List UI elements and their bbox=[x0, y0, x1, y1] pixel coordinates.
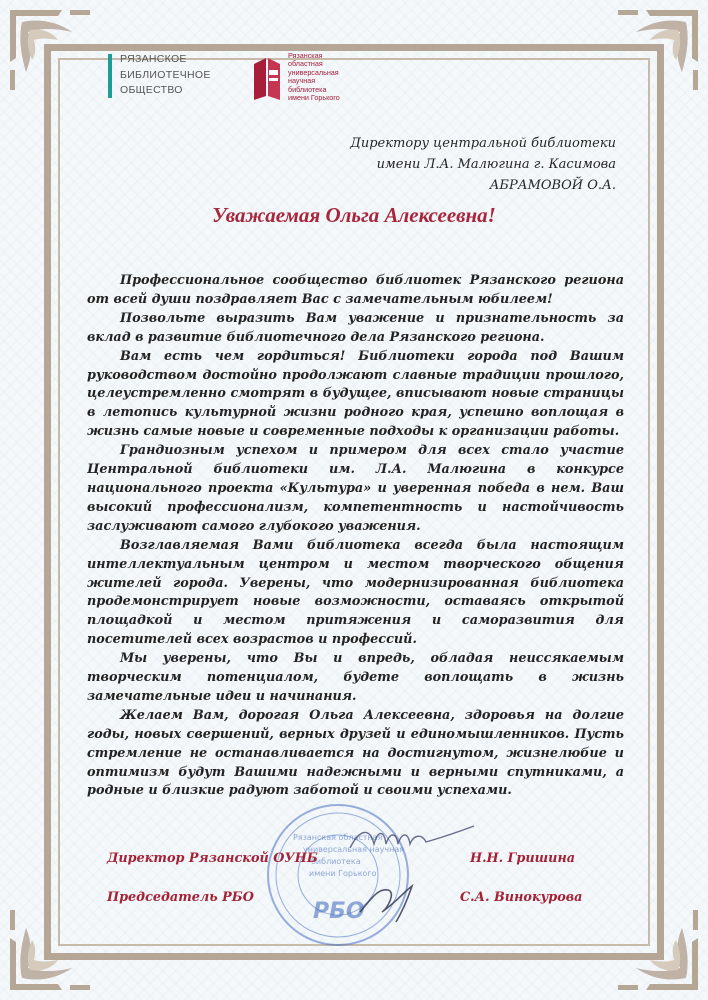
library-logo-book-icon bbox=[252, 56, 282, 100]
rbo-logo-line: ОБЩЕСТВО bbox=[120, 84, 183, 96]
library-logo-line: универсальная bbox=[288, 67, 339, 77]
body-paragraph: Грандиозным успехом и примером для всех стало участие Центральной библиотеки им. Л.А. Малюгина в конкурсе национального проекта «Культура» и уверенная победа в нем. Ваш высокий профессионализм, компетентность и настойчивость заслуживают самого глубокого уважения. bbox=[87, 443, 624, 534]
body-paragraph: Позвольте выразить Вам уважение и признательность за вклад в развитие библиотечного дела Рязанского региона. bbox=[87, 310, 624, 345]
rbo-logo-bar bbox=[108, 54, 112, 98]
body-paragraph: Желаем Вам, дорогая Ольга Алексеевна, здоровья на долгие годы, новых свершений, верных друзей и единомышленников. Пусть стремление не останавливается на достигнутом, жизнелюбие и оптимизм будут Вашими надежными и верными спутниками, а родные и близкие радуют заботой и своими успехами. bbox=[87, 707, 624, 799]
stamp-text-line: универсальная научная bbox=[303, 845, 405, 854]
library-logo-line: библиотека bbox=[288, 84, 327, 94]
salutation-heading: Уважаемая Ольга Алексеевна! bbox=[212, 203, 496, 227]
stamp-center-text: РБО bbox=[313, 899, 365, 924]
signatory-2-title: Председатель РБО bbox=[107, 890, 254, 905]
library-logo-line: областная bbox=[288, 59, 323, 69]
corner-ornament-bottom-right bbox=[612, 904, 708, 1000]
rbo-logo-text bbox=[120, 52, 211, 99]
body-paragraph: Возглавляемая Вами библиотека всегда была настоящим интеллектуальным центром и местом творческого общения жителей города. Уверены, что модернизированная библиотека продемонстрирует новые возможности, оставаясь открытой площадкой и местом притяжения и саморазвития для посетителей всех возрастов и профессий. bbox=[87, 537, 624, 648]
rbo-logo-line: БИБЛИОТЕЧНОЕ bbox=[120, 68, 211, 81]
body-paragraph: Профессиональное сообщество библиотек Рязанского региона от всей души поздравляет Вас с замечательным юбилеем! bbox=[87, 273, 624, 307]
library-logo-text bbox=[288, 52, 340, 102]
stamp-text-line: библиотека bbox=[311, 857, 361, 866]
body-paragraph: Мы уверены, что Вы и впредь, обладая неиссякаемым творческим потенциалом, будете воплощать в жизнь замечательные идеи и начинания. bbox=[87, 651, 624, 704]
corner-ornament-top-left bbox=[0, 0, 96, 96]
signatory-1-title: Директор Рязанской ОУНБ bbox=[107, 851, 318, 866]
library-logo-line: имени Горького bbox=[288, 93, 340, 103]
addressee-position: Директору центральной библиотеки bbox=[350, 136, 616, 151]
stamp-text-line: Рязанская областная bbox=[293, 833, 383, 842]
rbo-logo-line: РЯЗАНСКОЕ bbox=[120, 53, 187, 65]
addressee-institution: имени Л.А. Малюгина г. Касимова bbox=[376, 157, 616, 172]
signature-grishina bbox=[340, 808, 480, 868]
addressee-name: АБРАМОВОЙ О.А. bbox=[489, 178, 616, 193]
library-logo-line: научная bbox=[288, 76, 316, 86]
letter-body bbox=[87, 272, 624, 801]
corner-ornament-bottom-left bbox=[0, 904, 96, 1000]
body-paragraph: Вам есть чем гордиться! Библиотеки города под Вашим руководством достойно продолжают славные традиции прошлого, целеустремленно смотрят в будущее, вписывают новые страницы в летопись культурной жизни родного края, успешно воплощая в жизнь самые новые и современные подходы к организации работы. bbox=[87, 348, 624, 440]
corner-ornament-top-right bbox=[612, 0, 708, 96]
library-logo-line: Рязанская bbox=[288, 51, 323, 60]
addressee-block bbox=[350, 133, 616, 196]
signature-vinokurova bbox=[352, 868, 432, 928]
signatory-1-name: Н.Н. Гришина bbox=[470, 851, 576, 866]
stamp-text-line: имени Горького bbox=[309, 869, 377, 878]
signatory-2-name: С.А. Винокурова bbox=[460, 890, 583, 905]
